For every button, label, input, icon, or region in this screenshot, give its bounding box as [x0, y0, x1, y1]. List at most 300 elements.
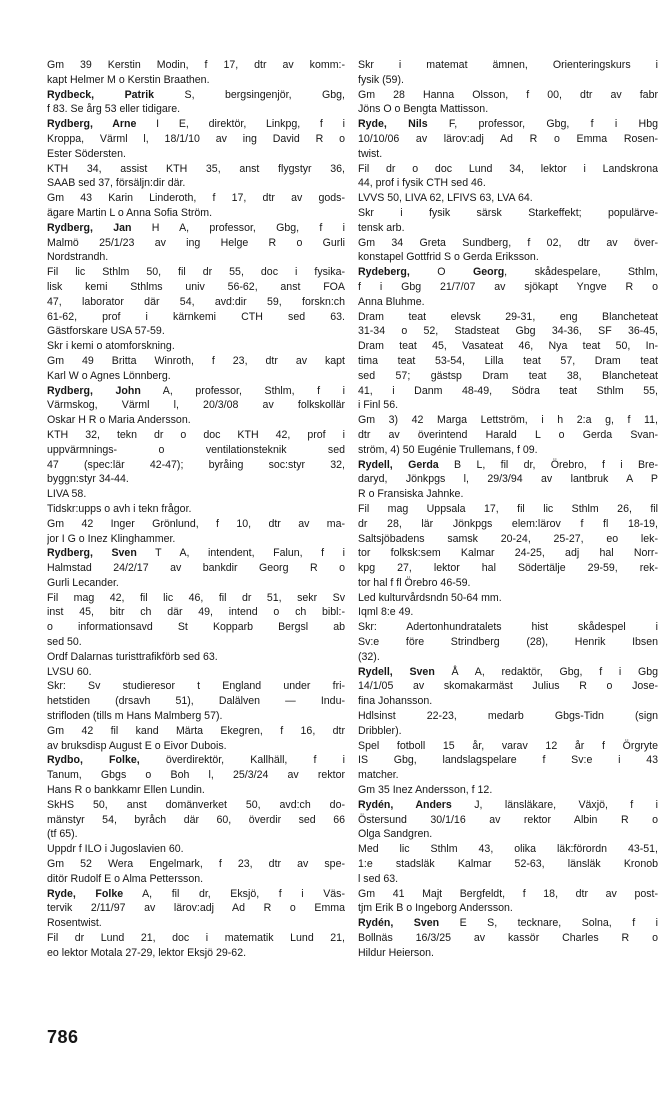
text-line — [47, 768, 345, 783]
text-line — [358, 250, 658, 265]
entry-paragraph — [358, 310, 658, 414]
biography-entry — [47, 384, 345, 428]
biography-entry — [358, 265, 658, 309]
text-segment: I E, direktör, Linkpg, f i — [136, 118, 345, 131]
text-line — [47, 310, 345, 325]
entry-paragraph — [358, 591, 658, 606]
text-segment: Dram teat 45, Vasateat 46, Nya teat 50, In- — [358, 340, 658, 353]
text-line — [47, 339, 345, 354]
entry-paragraph — [47, 517, 345, 547]
right-column — [358, 58, 658, 961]
text-segment: twist. — [358, 147, 383, 160]
text-segment: Saltsjöbadens samsk 20-24, 25-27, eo lek- — [358, 532, 658, 545]
text-line — [358, 916, 658, 931]
text-segment: Ester Södersten. — [47, 147, 126, 160]
text-line — [47, 443, 345, 458]
entry-paragraph — [47, 354, 345, 384]
text-line — [47, 827, 345, 842]
entry-paragraph — [47, 591, 345, 650]
text-line — [47, 605, 345, 620]
text-line — [47, 916, 345, 931]
text-segment: ström, 4) 50 Eugénie Trullemans, f 09. — [358, 443, 538, 456]
text-line — [47, 739, 345, 754]
text-segment: A, fil dr, Eksjö, f i Väs- — [123, 887, 345, 900]
text-line — [358, 117, 658, 132]
text-segment: Värmskog, Värml l, 20/3/08 av folkskollär — [47, 399, 345, 412]
text-segment: Gm 49 Britta Winroth, f 23, dtr av kapt — [47, 354, 345, 367]
text-segment: S, bergsingenjör, Gbg, — [154, 88, 345, 101]
text-segment: Gästforskare USA 57-59. — [47, 325, 165, 338]
text-line — [47, 147, 345, 162]
text-line — [358, 221, 658, 236]
text-segment: dr 28, lär Jönkpgs elem:lärov f fl 18-19, — [358, 517, 658, 530]
text-segment: o informationsavd St Kopparb Bergsl ab — [47, 621, 345, 634]
text-segment: Gm 3) 42 Marga Lettström, i h 2:a g, f 11, — [358, 414, 658, 427]
entry-paragraph — [358, 709, 658, 739]
text-segment: Led kulturvårdsndn 50-64 mm. — [358, 591, 502, 604]
text-segment: Hildur Heierson. — [358, 946, 434, 959]
text-segment: Gm 41 Majt Bergfeldt, f 18, dtr av post- — [358, 887, 658, 900]
text-line — [358, 798, 658, 813]
text-line — [47, 236, 345, 251]
text-line — [358, 147, 658, 162]
text-segment: 1:e stadsläk Kalmar 52-63, länsläk Kronob — [358, 858, 658, 871]
text-segment: 41, i Danm 48-49, Södra teat Sthlm 55, — [358, 384, 658, 397]
text-segment: uppvärmnings- o ventilationsteknik sed — [47, 443, 345, 456]
text-segment: f 83. Se årg 53 eller tidigare. — [47, 103, 181, 116]
text-segment: Fil dr Lund 21, doc i matematik Lund 21, — [47, 932, 345, 945]
text-line — [47, 295, 345, 310]
text-segment: av bruksdisp August E o Eivor Dubois. — [47, 739, 227, 752]
text-segment: ägare Martin L o Anna Sofia Ström. — [47, 206, 213, 219]
text-segment: Fil mag 42, fil lic 46, fil dr 51, sekr Sv — [47, 591, 345, 604]
text-segment: B L, fil dr, Örebro, f i Bre- — [438, 458, 658, 471]
text-line — [47, 546, 345, 561]
text-line — [47, 250, 345, 265]
entry-paragraph — [358, 236, 658, 266]
entry-paragraph — [47, 58, 345, 88]
text-line — [47, 472, 345, 487]
biography-entry — [358, 665, 658, 709]
text-line — [358, 842, 658, 857]
entry-paragraph — [358, 605, 658, 620]
text-segment: Spel fotboll 15 år, varav 12 år f Örgryte — [358, 739, 658, 752]
text-line — [358, 783, 658, 798]
text-segment: F, professor, Gbg, f i Hbg — [427, 118, 658, 131]
text-line — [358, 857, 658, 872]
text-segment: tima teat 53-54, Lilla teat 57, Dram teat — [358, 354, 658, 367]
biography-entry — [47, 117, 345, 161]
biography-entry — [47, 221, 345, 265]
text-segment: Olga Sandgren. — [358, 828, 433, 841]
text-segment: Skr: Adertonhundratalets hist skådespel i — [358, 621, 658, 634]
entry-paragraph — [47, 339, 345, 354]
text-segment: sed 50. — [47, 636, 82, 649]
text-line — [47, 946, 345, 961]
text-segment: Karl W o Agnes Lönnberg. — [47, 369, 171, 382]
text-line — [47, 102, 345, 117]
text-segment: daryd, Jönkpgs l, 29/3/94 av lantbruk A P — [358, 473, 658, 486]
biography-entry — [358, 458, 658, 502]
text-line — [47, 176, 345, 191]
text-segment: Gm 35 Inez Andersson, f 12. — [358, 784, 493, 797]
biography-entry — [358, 798, 658, 842]
text-line — [358, 591, 658, 606]
text-line — [358, 620, 658, 635]
entry-name: Rydberg, Arne — [47, 118, 137, 131]
text-segment: O — [409, 266, 473, 279]
text-line — [358, 739, 658, 754]
text-line — [358, 561, 658, 576]
biography-entry — [47, 88, 345, 118]
text-segment: kapt Helmer M o Kerstin Braathen. — [47, 73, 210, 86]
text-line — [47, 813, 345, 828]
text-segment: konstapel Gottfrid S o Gerda Eriksson. — [358, 251, 539, 264]
text-segment: Iqml 8:e 49. — [358, 606, 414, 619]
text-line — [358, 887, 658, 902]
text-segment: tor hal f fl Örebro 46-59. — [358, 576, 471, 589]
entry-name: Rydbeck, Patrik — [47, 88, 155, 101]
text-line — [47, 398, 345, 413]
text-segment: 10/10/06 av lärov:adj Ad R o Emma Rosen- — [358, 132, 658, 145]
text-segment: Oskar H R o Maria Andersson. — [47, 414, 191, 427]
text-segment: Dram teat elevsk 29-31, eng Blancheteat — [358, 310, 658, 323]
entry-paragraph — [358, 620, 658, 664]
text-segment: IS Gbg, landslagspelare f Sv:e i 43 — [358, 754, 658, 767]
entry-paragraph — [47, 502, 345, 517]
left-column — [47, 58, 345, 961]
text-line — [47, 887, 345, 902]
text-line — [358, 191, 658, 206]
text-line — [47, 413, 345, 428]
text-segment: Med lic Sthlm 43, olika läk:förordn 43-51, — [358, 843, 658, 856]
text-segment: Rosentwist. — [47, 917, 102, 930]
biography-entry — [358, 117, 658, 161]
entry-paragraph — [358, 502, 658, 591]
text-segment: Hdlsinst 22-23, medarb Gbgs-Tidn (sign — [358, 710, 658, 723]
entry-paragraph — [47, 191, 345, 221]
entry-paragraph — [47, 679, 345, 723]
text-segment: i Finl 56. — [358, 399, 399, 412]
text-segment: 31-34 o 52, Stadsteat Gbg 34-36, SF 36-45, — [358, 325, 658, 338]
text-line — [47, 265, 345, 280]
entry-paragraph — [358, 58, 658, 88]
text-line — [47, 369, 345, 384]
entry-name: Rydén, Anders — [358, 798, 452, 811]
text-line — [47, 901, 345, 916]
text-segment: 14/1/05 av skomakarmäst Julius R o Jose- — [358, 680, 658, 693]
entry-paragraph — [47, 724, 345, 754]
text-line — [47, 384, 345, 399]
text-line — [47, 635, 345, 650]
entry-paragraph — [358, 739, 658, 783]
text-segment: R o Fransiska Jahnke. — [358, 488, 464, 501]
text-segment: Halmstad 24/2/17 av bankdir Georg R o — [47, 562, 345, 575]
text-line — [358, 679, 658, 694]
text-line — [47, 221, 345, 236]
text-segment: tervik 2/11/97 av lärov:adj Ad R o Emma — [47, 902, 345, 915]
text-segment: strifloden (tills m Hans Malmberg 57). — [47, 710, 223, 723]
text-segment: KTH 34, assist KTH 35, anst flygstyr 36, — [47, 162, 345, 175]
text-line — [358, 324, 658, 339]
entry-name: Ryde, Nils — [358, 118, 428, 131]
text-segment: Kroppa, Värml l, 18/1/10 av ing David R o — [47, 132, 345, 145]
text-segment: Dribbler). — [358, 724, 402, 737]
text-line — [358, 532, 658, 547]
text-line — [358, 813, 658, 828]
entry-paragraph — [47, 265, 345, 339]
text-line — [358, 176, 658, 191]
text-segment: Gm 34 Greta Sundberg, f 02, dtr av över- — [358, 236, 658, 249]
text-line — [47, 428, 345, 443]
text-segment: 44, prof i fysik CTH sed 46. — [358, 177, 486, 190]
entry-paragraph — [47, 857, 345, 887]
text-segment: Skr i fysik särsk Starkeffekt; populärve- — [358, 206, 658, 219]
text-line — [358, 472, 658, 487]
text-line — [47, 58, 345, 73]
text-line — [358, 73, 658, 88]
entry-name: Rydbo, Folke, — [47, 754, 140, 767]
text-line — [358, 694, 658, 709]
text-segment: E S, tecknare, Solna, f i — [439, 917, 658, 930]
text-segment: sed 57; gästsp Dram teat 38, Blancheteat — [358, 369, 658, 382]
entry-name: Rydberg, John — [47, 384, 141, 397]
text-line — [47, 88, 345, 103]
text-segment: tjm Erik B o Ingeborg Andersson. — [358, 902, 513, 915]
text-segment: Malmö 25/1/23 av ing Helge R o Gurli — [47, 236, 345, 249]
text-line — [358, 369, 658, 384]
text-line — [47, 576, 345, 591]
entry-name: Ryde, Folke — [47, 887, 124, 900]
text-segment: byggn:styr 34-44. — [47, 473, 129, 486]
text-line — [47, 354, 345, 369]
text-line — [358, 236, 658, 251]
text-line — [47, 591, 345, 606]
text-segment: (tf 65). — [47, 828, 78, 841]
text-line — [47, 872, 345, 887]
entry-paragraph — [47, 428, 345, 487]
text-segment: Östersund 30/1/16 av rektor Albin R o — [358, 813, 658, 826]
text-segment: LVSU 60. — [47, 665, 92, 678]
text-segment: Bollnäs 16/3/25 av kassör Charles R o — [358, 932, 658, 945]
text-segment: Hans R o bankkamr Ellen Lundin. — [47, 784, 205, 797]
text-segment: SAAB sed 37, försäljn:dir där. — [47, 177, 186, 190]
entry-paragraph — [47, 487, 345, 502]
text-segment: Gm 52 Wera Engelmark, f 23, dtr av spe- — [47, 858, 345, 871]
text-line — [358, 280, 658, 295]
text-line — [47, 620, 345, 635]
text-line — [358, 709, 658, 724]
text-line — [358, 384, 658, 399]
text-line — [358, 753, 658, 768]
text-segment: Tidskr:upps o avh i tekn frågor. — [47, 502, 192, 515]
text-line — [358, 132, 658, 147]
text-segment: matcher. — [358, 769, 399, 782]
text-line — [358, 827, 658, 842]
text-segment: Skr i kemi o atomforskning. — [47, 340, 175, 353]
text-line — [358, 443, 658, 458]
text-segment: inst 45, bitr ch där 49, intend o ch bibl:- — [47, 606, 345, 619]
text-line — [358, 502, 658, 517]
text-segment: T A, intendent, Falun, f i — [136, 547, 345, 560]
text-segment: mänstyr 54, byråch där 60, överdir sed 66 — [47, 813, 345, 826]
text-segment: Nordstrandh. — [47, 251, 109, 264]
text-segment: H A, professor, Gbg, f i — [131, 221, 345, 234]
text-segment: ditör Rudolf E o Alma Pettersson. — [47, 872, 204, 885]
text-line — [358, 102, 658, 117]
text-line — [358, 635, 658, 650]
text-line — [47, 162, 345, 177]
entry-paragraph — [358, 88, 658, 118]
entry-paragraph — [358, 783, 658, 798]
text-line — [358, 88, 658, 103]
text-segment: fysik (59). — [358, 73, 404, 86]
text-line — [47, 73, 345, 88]
text-segment: Gm 43 Karin Linderoth, f 17, dtr av gods- — [47, 192, 345, 205]
text-line — [358, 605, 658, 620]
text-segment: LVVS 50, LIVA 62, LFIVS 63, LVA 64. — [358, 192, 533, 205]
text-line — [358, 413, 658, 428]
text-line — [47, 502, 345, 517]
entry-paragraph — [358, 413, 658, 457]
entry-paragraph — [47, 665, 345, 680]
text-line — [47, 857, 345, 872]
text-segment: 47, laborator där 54, avd:dir 59, forskn:ch — [47, 295, 345, 308]
biography-entry — [358, 916, 658, 960]
text-line — [47, 280, 345, 295]
text-segment: jor I G o Inez Klinghammer. — [47, 532, 176, 545]
text-segment: l sed 63. — [358, 872, 399, 885]
text-segment: Anna Bluhme. — [358, 295, 425, 308]
text-segment: eo lektor Motala 27-29, lektor Eksjö 29-62. — [47, 946, 247, 959]
entry-name: Rydell, Sven — [358, 665, 435, 678]
entry-name: Rydeberg, — [358, 266, 410, 279]
text-line — [358, 265, 658, 280]
text-segment: Gm 42 Inger Grönlund, f 10, dtr av ma- — [47, 517, 345, 530]
text-line — [358, 458, 658, 473]
text-line — [358, 517, 658, 532]
text-segment: Gurli Lecander. — [47, 576, 119, 589]
text-line — [47, 709, 345, 724]
entry-paragraph — [47, 162, 345, 192]
text-line — [47, 191, 345, 206]
text-line — [47, 487, 345, 502]
text-segment: Jöns O o Bengta Mattisson. — [358, 103, 489, 116]
text-segment: Ordf Dalarnas turisttrafikförb sed 63. — [47, 650, 218, 663]
text-segment: Skr: Sv studieresor t England under fri- — [47, 680, 345, 693]
entry-name: Rydell, Gerda — [358, 458, 439, 471]
text-segment: KTH 32, tekn dr o doc KTH 42, prof i — [47, 428, 345, 441]
text-line — [358, 398, 658, 413]
text-line — [47, 753, 345, 768]
text-line — [47, 517, 345, 532]
text-line — [358, 872, 658, 887]
text-line — [47, 798, 345, 813]
text-line — [358, 901, 658, 916]
text-segment: tor folksk:sem Kalmar 24-25, adj hal Norr- — [358, 547, 658, 560]
text-line — [358, 931, 658, 946]
text-segment: Fil mag Uppsala 17, fil lic Sthlm 26, fil — [358, 502, 658, 515]
entry-paragraph — [47, 798, 345, 842]
entry-name: Rydberg, Jan — [47, 221, 132, 234]
text-segment: Å A, redaktör, Gbg, f i Gbg — [434, 665, 658, 678]
text-line — [47, 458, 345, 473]
entry-paragraph — [47, 931, 345, 961]
entry-name-part: Georg — [472, 266, 505, 279]
text-segment: (32). — [358, 650, 380, 663]
text-line — [47, 324, 345, 339]
text-segment: A, professor, Sthlm, f i — [140, 384, 345, 397]
text-segment: Uppdr f ILO i Jugoslavien 60. — [47, 843, 184, 856]
text-line — [47, 665, 345, 680]
entry-paragraph — [358, 887, 658, 917]
text-line — [47, 694, 345, 709]
text-line — [47, 931, 345, 946]
text-line — [358, 724, 658, 739]
text-line — [358, 339, 658, 354]
text-segment: Gm 42 fil kand Märta Ekegren, f 16, dtr — [47, 724, 345, 737]
text-line — [358, 310, 658, 325]
text-segment: överdirektör, Kallhäll, f i — [139, 754, 345, 767]
text-segment: Gm 39 Kerstin Modin, f 17, dtr av komm:- — [47, 59, 345, 71]
text-line — [358, 162, 658, 177]
entry-name: Rydberg, Sven — [47, 547, 137, 560]
text-line — [47, 532, 345, 547]
entry-paragraph — [358, 162, 658, 192]
text-segment: Fil lic Sthlm 50, fil dr 55, doc i fysika- — [47, 266, 345, 279]
biography-entry — [47, 546, 345, 590]
entry-paragraph — [47, 842, 345, 857]
entry-paragraph — [47, 650, 345, 665]
text-line — [358, 946, 658, 961]
text-segment: 61-62, prof i kärnkemi CTH sed 63. — [47, 310, 345, 323]
text-line — [47, 650, 345, 665]
text-segment: SkHS 50, anst domänverket 50, avd:ch do- — [47, 798, 345, 811]
text-segment: , skådespelare, Sthlm, — [504, 266, 658, 279]
text-line — [47, 117, 345, 132]
text-segment: f i Gbg 21/7/07 av sjökapt Yngve R o — [358, 280, 658, 293]
text-line — [47, 783, 345, 798]
text-line — [47, 561, 345, 576]
text-line — [358, 546, 658, 561]
text-segment: Tanum, Gbgs o Boh l, 25/3/24 av rektor — [47, 769, 345, 782]
text-segment: Sv:e före Strindberg (28), Henrik Ibsen — [358, 636, 658, 649]
entry-paragraph — [358, 842, 658, 886]
entry-paragraph — [358, 191, 658, 206]
text-segment: 47 (spec:lär 42-47); byråing soc:styr 32, — [47, 458, 345, 471]
text-segment: Gm 28 Hanna Olsson, f 00, dtr av fabr — [358, 88, 658, 101]
text-line — [358, 576, 658, 591]
text-line — [358, 354, 658, 369]
page-number: 786 — [47, 1027, 79, 1047]
text-line — [47, 724, 345, 739]
text-segment: fina Johansson. — [358, 695, 433, 708]
text-line — [358, 295, 658, 310]
text-segment: tensk arb. — [358, 221, 405, 234]
text-segment: LIVA 58. — [47, 488, 87, 501]
text-line — [358, 206, 658, 221]
text-segment: dtr av överintend Harald L o Gerda Svan- — [358, 428, 658, 441]
text-line — [358, 768, 658, 783]
text-line — [358, 650, 658, 665]
biography-entry — [47, 753, 345, 797]
biography-entry — [47, 887, 345, 931]
text-line — [358, 58, 658, 73]
text-line — [47, 206, 345, 221]
text-segment: Fil dr o doc Lund 34, lektor i Landskrona — [358, 162, 658, 175]
text-segment: lisk kemi Sthlms univ 56-62, anst FOA — [47, 280, 345, 293]
text-segment: hetstiden (drsavh 51), Dalälven — Indu- — [47, 695, 345, 708]
